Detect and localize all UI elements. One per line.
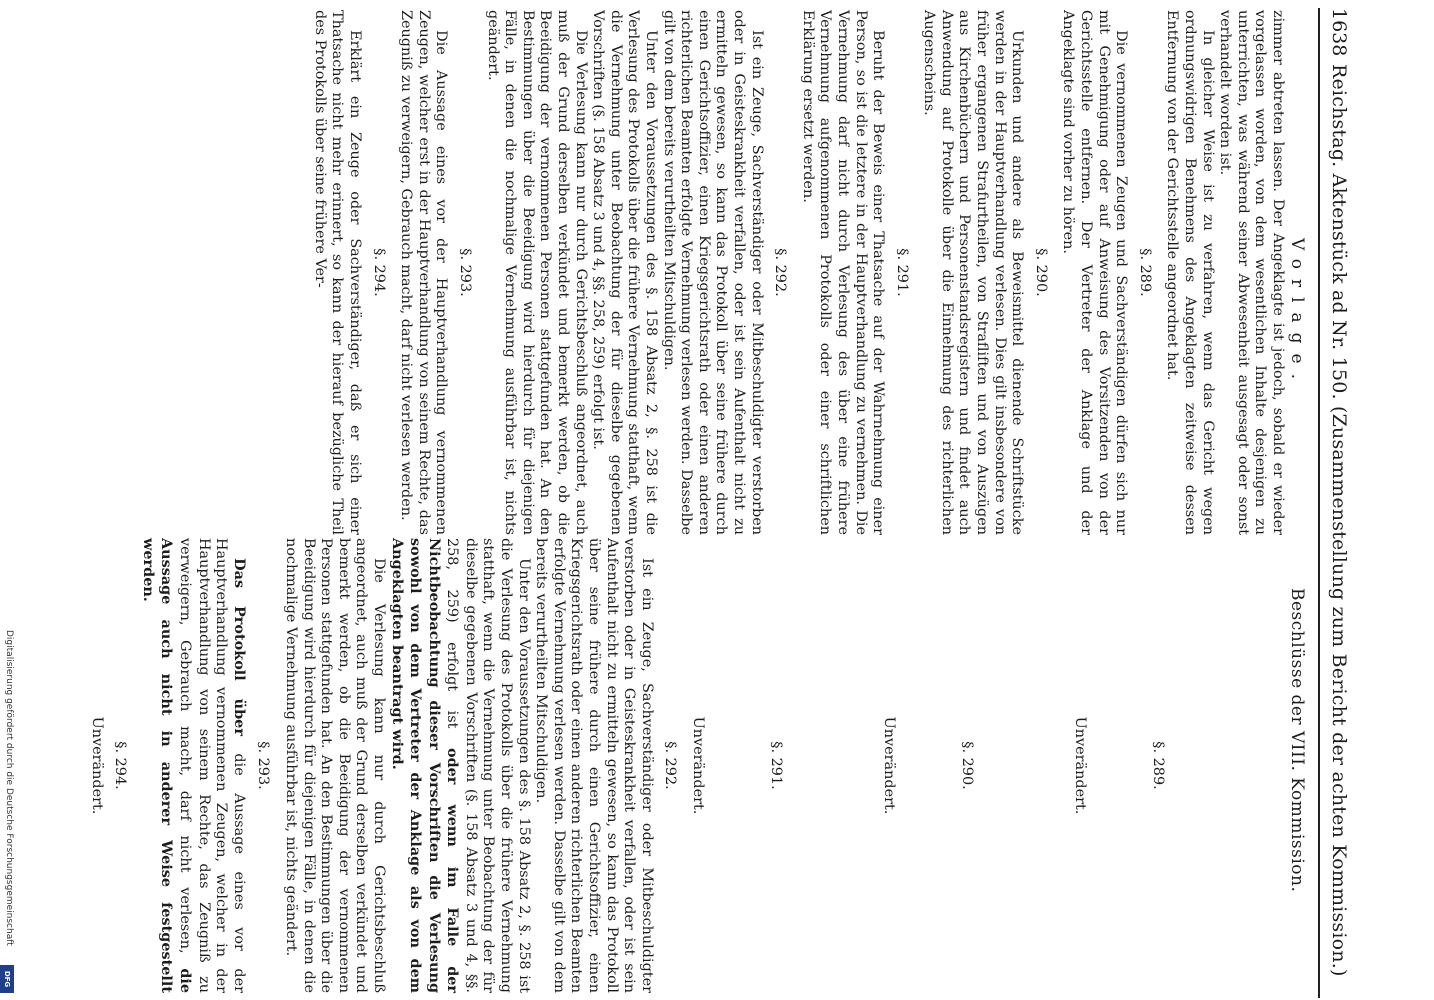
section-title: §. 289. xyxy=(1150,741,1166,790)
unchanged-note: Unverändert. xyxy=(88,716,105,815)
paragraph-text: Unter den Voraussetzungen des §. 158 Absatz 2, §. 258 ist die Verlesung des Protokolls über die frühere Vernehmung statthaft, wenn die Vernehmung unter Beobachtung der für dieselbe gegebenen Vorschriften (§. 158 Absatz 3 und 4, §§. 258, 259) erfolgt ist xyxy=(444,538,532,993)
unchanged-note: Unverändert. xyxy=(881,716,898,815)
amended-text: oder wenn im Falle der Nichtbeobachtung dieser Vorschriften die Verlesung sowohl von dem Vertreter der Anklage als von dem Angeklagten beantragt wird. xyxy=(388,538,462,993)
section-title: §. 292. xyxy=(772,248,789,297)
paragraph: Unter den Voraussetzungen des §. 158 Absatz 2, §. 258 ist die Verlesung des Protokolls über die frühere Vernehmung statthaft, wenn die Vernehmung unter Beobachtung der für dieselbe gegebenen Vorschriften (§. 158 Absatz 3 und 4, §§. 258, 259) erfolgt ist. xyxy=(590,10,659,535)
section-title: §. 290. xyxy=(958,741,975,790)
paragraph: Ist ein Zeuge, Sachverständiger oder Mitbeschuldigter verstorben oder in Geisteskrankheit verfallen, oder ist sein Aufenthalt nicht zu ermitteln gewesen, so kann das Protokoll über seine frühere durch einen Gerichtsoffizier, einen Kriegsgerichtsrath oder einen anderen richterlichen Beamten erfolgte Vernehmung verlesen werden. Dasselbe gilt von dem bereits verurtheilten Mitschuldigen. xyxy=(660,10,765,535)
rotated-page xyxy=(22,8,1352,998)
page-number: 1638 xyxy=(1328,8,1350,57)
section-title: §. 291. xyxy=(767,741,784,790)
paragraph xyxy=(138,538,248,993)
dfg-logo xyxy=(0,965,14,993)
section-title: §. 293. xyxy=(457,248,474,297)
paragraph: Beruht der Beweis einer Thatsache auf der Wahrnehmung einer Person, so ist die letztere in der Hauptverhandlung zu vernehmen. Die Vernehmung darf nicht durch Verlesung des über eine frühere Vernehmung aufgenommenen Protokolls oder einer schriftlichen Erklärung ersetzt werden. xyxy=(799,10,887,535)
right-column xyxy=(87,538,1262,993)
paragraph: Die vernommenen Zeugen und Sachverständigen dürfen sich nur mit Genehmigung oder auf Anweisung des Vorsitzenden von der Gerichtsstelle entfernen. Der Vertreter der Anklage und der Angeklagte sind vorher zu hören. xyxy=(1060,10,1130,535)
paragraph: Die Aussage eines vor der Hauptverhandlung vernommenen Zeugen, welcher erst in der Hauptverhandlung von seinem Rechte, das Zeugniß zu verweigern, Gebrauch macht, darf nicht verlesen werden. xyxy=(398,10,450,535)
page-header xyxy=(1322,8,1352,998)
paragraph: Ist ein Zeuge, Sachverständiger oder Mitbeschuldigter verstorben oder in Geisteskrankheit verfallen, oder ist sein Aufenthalt nicht zu ermitteln gewesen, so kann das Protokoll über seine frühere durch einen Gerichtsoffizier, einen Kriegsgerichtsrath oder einen anderen richterlichen Beamten erfolgte Vernehmung verlesen werden. Dasselbe gilt von dem bereits verurtheilten Mitschuldigen. xyxy=(533,538,655,993)
dfg-logo-text: DFG xyxy=(3,970,11,988)
paragraph: zimmer abtreten lassen. Der Angeklagte ist jedoch, sobald er wieder vorgelassen worden, von dem wesentlichen Inhalte desjenigen zu unterrichten, was während seiner Abwesenheit ausgesagt oder sonst verhandelt worden ist. xyxy=(1217,10,1286,535)
right-column-heading: Beschlüsse der VIII. Kommission. xyxy=(1287,588,1307,893)
section-title: §. 294. xyxy=(370,248,387,297)
section-title: §. 293. xyxy=(255,741,272,790)
left-column xyxy=(310,10,1286,535)
digitization-note xyxy=(0,630,14,1000)
digitization-note-text: Digitalisierung gefördert durch die Deutsche Forschungsgemeinschaft xyxy=(4,630,14,946)
header-rule xyxy=(1318,8,1320,998)
unchanged-note: Unverändert. xyxy=(1072,716,1089,815)
paragraph: Die Verlesung kann nur durch Gerichtsbeschluß angeordnet, auch muß der Grund derselben verkündet und bemerkt werden, ob die Beeidigung der vernommenen Personen stattgefunden hat. An den Bestimmungen über die Beeidigung wird hierdurch für diejenigen Fälle, in denen die nochmalige Vernehmung ausführbar ist, nichts geändert. xyxy=(282,538,387,993)
paragraph xyxy=(387,538,532,993)
section-title: §. 294. xyxy=(112,741,129,790)
amended-text: Das Protokoll über xyxy=(230,558,248,736)
amended-text: die Aussage auch nicht in anderer Weise festgestellt werden. xyxy=(139,538,194,994)
paragraph: Urkunden und andere als Beweismittel dienende Schriftstücke werden in der Hauptverhandlung verlesen. Dies gilt insbesondere von früher ergangenen Strafurtheilen, von Strafliften und von Auszügen aus Kirchenbüchern und Personenstandsregistern und findet auch Anwendung auf Protokolle über die Einnehmung des richterlichen Augenscheins. xyxy=(921,10,1026,535)
section-title: §. 290. xyxy=(1032,248,1049,297)
unchanged-note: Unverändert. xyxy=(690,716,707,815)
section-title: §. 292. xyxy=(662,741,679,790)
left-column-heading: Vorlage. xyxy=(1287,238,1307,389)
paragraph: Die Verlesung kann nur durch Gerichtsbeschluß angeordnet, auch muß der Grund derselben verkündet und bemerkt werden, ob die Beeidigung der vernommenen Personen stattgefunden hat. An den Bestimmungen über die Beeidigung wird hierdurch für diejenigen Fälle, in denen die nochmalige Vernehmung ausführbar ist, nichts geändert. xyxy=(484,10,589,535)
section-title: §. 291. xyxy=(893,248,910,297)
page-title: Reichstag. Aktenstück ad Nr. 150. (Zusammenstellung zum Bericht der achten Kommission.) xyxy=(1328,64,1350,977)
section-title: §. 289. xyxy=(1136,248,1153,297)
paragraph: In gleicher Weise ist zu verfahren, wenn das Gericht wegen ordnungswidrigen Benehmens des Angeklagten zeitweise dessen Entfernung von der Gerichtsstelle angeordnet hat. xyxy=(1164,10,1216,535)
paragraph-text: die Aussage eines vor der Hauptverhandlung vernommenen Zeugen, welcher in der Hauptverhandlung von seinem Rechte, das Zeugniß zu verweigern, Gebrauch macht, darf nicht verlesen, xyxy=(177,538,247,994)
paragraph: Erklärt ein Zeuge oder Sachverständiger, daß er sich einer Thatsache nicht mehr erinnert, so kann der hierauf bezügliche Theil des Protokolls über seine frühere Ver- xyxy=(311,10,364,535)
